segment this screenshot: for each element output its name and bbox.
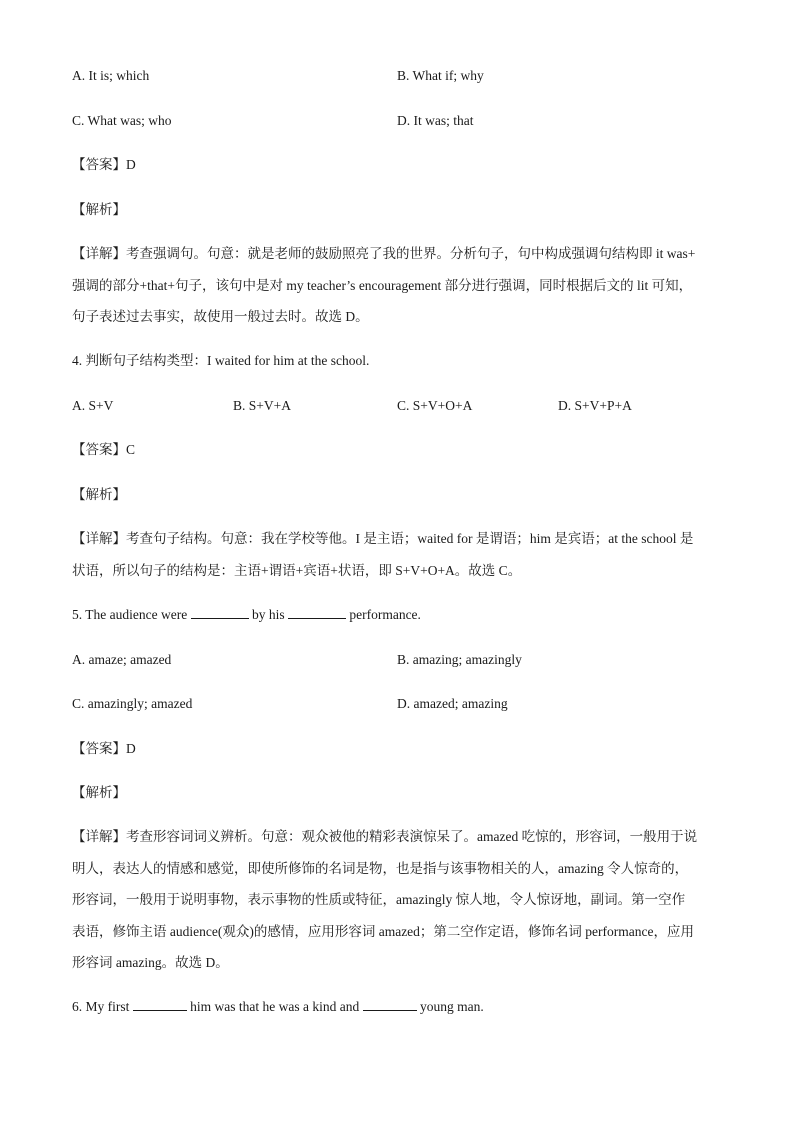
q5-detail-line-1: 【详解】考查形容词词义辨析。句意：观众被他的精彩表演惊呆了。amazed 吃惊的，形容词，一般用于说 <box>72 829 698 844</box>
q3-detail-line-1: 【详解】考查强调句。句意：就是老师的鼓励照亮了我的世界。分析句子，句中构成强调句结构即 it was+ <box>72 246 696 261</box>
q5-option-a[interactable]: A. amaze; amazed <box>72 652 172 667</box>
q5-blank-2[interactable] <box>288 605 346 619</box>
q3-detail-line-2: 强调的部分+that+句子，该句中是对 my teacher’s encouragement 部分进行强调，同时根据后文的 lit 可知， <box>72 277 693 293</box>
q5-stem <box>72 605 722 625</box>
q4-detail <box>72 523 722 586</box>
q5-option-b[interactable]: B. amazing; amazingly <box>397 652 522 667</box>
q5-stem-part-2: by his <box>251 607 285 622</box>
q5-stem-part-1: 5. The audience were <box>72 607 188 622</box>
q4-option-b[interactable]: B. S+V+A <box>233 398 291 413</box>
q4-analysis-heading: 【解析】 <box>72 487 126 502</box>
q6-blank-1[interactable] <box>133 997 187 1011</box>
q5-stem-part-3: performance. <box>349 607 421 622</box>
q4-option-a[interactable]: A. S+V <box>72 398 114 413</box>
q3-option-a[interactable]: A. It is; which <box>72 68 150 83</box>
q6-stem-part-2: him was that he was a kind and <box>190 999 360 1014</box>
q3-answer: 【答案】D <box>72 157 136 172</box>
q3-option-b[interactable]: B. What if; why <box>397 68 484 83</box>
q5-analysis-heading: 【解析】 <box>72 785 126 800</box>
q5-detail <box>72 821 722 979</box>
q3-detail <box>72 238 722 333</box>
q6-blank-2[interactable] <box>363 997 417 1011</box>
q5-option-d[interactable]: D. amazed; amazing <box>397 696 508 711</box>
q5-blank-1[interactable] <box>191 605 249 619</box>
q4-detail-line-2: 状语，所以句子的结构是：主语+谓语+宾语+状语，即 S+V+O+A。故选 C。 <box>72 562 522 578</box>
q5-option-c[interactable]: C. amazingly; amazed <box>72 696 193 711</box>
q5-detail-line-3: 形容词，一般用于说明事物，表示事物的性质或特征，amazingly 惊人地，令人惊讶地，副词。第一空作 <box>72 892 686 907</box>
q5-detail-line-2: 明人，表达人的情感和感觉，即使所修饰的名词是物，也是指与该事物相关的人，amazing 令人惊奇的， <box>72 860 689 876</box>
q4-stem: 4. 判断句子结构类型：I waited for him at the school. <box>72 353 370 368</box>
q3-option-c[interactable]: C. What was; who <box>72 113 172 128</box>
q5-detail-line-5: 形容词 amazing。故选 D。 <box>72 955 229 970</box>
q5-answer: 【答案】D <box>72 741 136 756</box>
q4-option-d[interactable]: D. S+V+P+A <box>558 398 632 413</box>
q6-stem <box>72 997 722 1017</box>
q3-detail-line-3: 句子表述过去事实，故使用一般过去时。故选 D。 <box>72 309 369 324</box>
q4-answer: 【答案】C <box>72 442 136 457</box>
q6-stem-part-3: young man. <box>419 999 484 1014</box>
q6-stem-part-1: 6. My first <box>72 999 130 1014</box>
q3-option-d[interactable]: D. It was; that <box>397 113 474 128</box>
q4-detail-line-1: 【详解】考查句子结构。句意：我在学校等他。I 是主语；waited for 是谓语；him 是宾语；at the school 是 <box>72 531 694 546</box>
q4-option-c[interactable]: C. S+V+O+A <box>397 398 473 413</box>
q3-analysis-heading: 【解析】 <box>72 202 126 217</box>
q5-detail-line-4: 表语，修饰主语 audience(观众)的感情，应用形容词 amazed；第二空作定语，修饰名词 performance，应用 <box>72 923 695 939</box>
